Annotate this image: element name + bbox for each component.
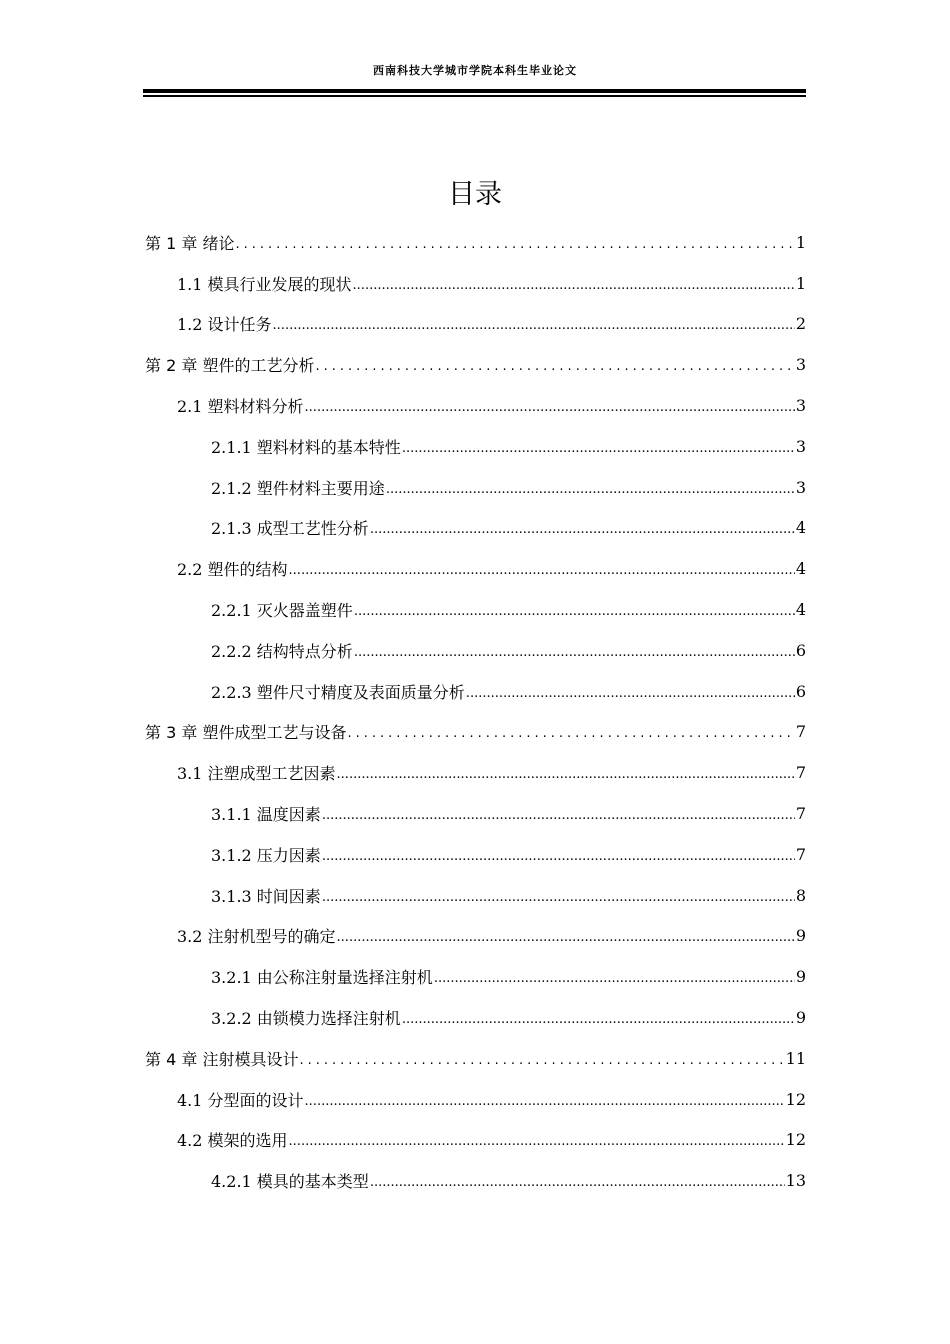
toc-entry-label: 第 3 章 塑件成型工艺与设备 [145,723,347,743]
toc-leader-dots [299,1053,784,1068]
toc-entry-page-number: 7 [795,763,806,783]
page-title: 目录 [448,179,502,210]
toc-entry[interactable] [143,1079,806,1120]
toc-entry[interactable] [143,671,806,712]
toc-leader-dots [305,1094,785,1109]
toc-entry-label: 4.2 模架的选用 [177,1131,288,1151]
toc-entry-label: 3.1.1 温度因素 [211,805,321,825]
toc-entry-page-number: 1 [795,232,806,252]
toc-entry-label: 3.2.2 由锁模力选择注射机 [211,1009,401,1029]
toc-leader-dots [353,278,795,293]
toc-entry-label: 4.1 分型面的设计 [177,1090,304,1110]
toc-entry[interactable] [143,997,806,1038]
toc-entry[interactable] [143,589,806,630]
toc-entry-label: 2.2.3 塑件尺寸精度及表面质量分析 [211,682,465,702]
toc-leader-dots [337,930,795,945]
toc-leader-dots [305,400,795,415]
toc-entry-label: 2.1.1 塑料材料的基本特性 [211,437,401,457]
toc-entry-label: 第 2 章 塑件的工艺分析 [145,356,315,376]
toc-entry-page-number: 9 [795,967,806,987]
toc-entry-label: 2.1.2 塑件材料主要用途 [211,478,385,498]
toc-leader-dots [370,1175,785,1190]
toc-entry-label: 第 4 章 注射模具设计 [145,1049,299,1069]
table-of-contents [143,222,806,1201]
toc-entry-page-number: 12 [785,1130,806,1150]
toc-leader-dots [347,726,794,741]
toc-leader-dots [354,604,795,619]
header-rule-thin [143,95,806,97]
toc-entry-page-number: 3 [795,355,806,375]
toc-entry-page-number: 13 [785,1171,806,1191]
toc-entry-label: 第 1 章 绪论 [145,233,235,253]
toc-leader-dots [402,1012,795,1027]
toc-entry[interactable] [143,1160,806,1201]
toc-entry-page-number: 3 [795,396,806,416]
toc-entry-page-number: 9 [795,926,806,946]
toc-entry-page-number: 11 [785,1048,806,1068]
toc-leader-dots [289,1134,785,1149]
toc-leader-dots [434,971,795,986]
toc-entry[interactable] [143,508,806,549]
toc-entry[interactable] [143,304,806,345]
toc-leader-dots [315,359,794,374]
toc-entry[interactable] [143,956,806,997]
toc-entry-label: 3.1.3 时间因素 [211,886,321,906]
toc-entry[interactable] [143,875,806,916]
toc-leader-dots [235,237,794,252]
toc-entry-label: 3.2 注射机型号的确定 [177,927,336,947]
toc-leader-dots [273,318,795,333]
toc-leader-dots [289,563,795,578]
toc-leader-dots [386,482,795,497]
toc-entry-page-number: 7 [795,844,806,864]
toc-entry-label: 4.2.1 模具的基本类型 [211,1172,369,1192]
toc-entry-label: 3.1.2 压力因素 [211,845,321,865]
toc-entry-label: 2.2.1 灭火器盖塑件 [211,601,353,621]
toc-entry-page-number: 2 [795,314,806,334]
toc-leader-dots [322,808,795,823]
toc-entry-page-number: 4 [795,559,806,579]
toc-entry[interactable] [143,793,806,834]
toc-entry-page-number: 8 [795,885,806,905]
toc-entry[interactable] [143,263,806,304]
toc-leader-dots [354,645,795,660]
toc-entry[interactable] [143,1120,806,1161]
toc-entry-page-number: 3 [795,436,806,456]
toc-entry[interactable] [143,712,806,753]
toc-entry-label: 2.2.2 结构特点分析 [211,641,353,661]
toc-entry-page-number: 6 [795,681,806,701]
toc-entry[interactable] [143,548,806,589]
toc-entry-label: 3.1 注塑成型工艺因素 [177,764,336,784]
toc-entry-label: 1.2 设计任务 [177,315,272,335]
toc-entry[interactable] [143,916,806,957]
toc-leader-dots [337,767,795,782]
toc-entry-page-number: 3 [795,477,806,497]
toc-entry-label: 3.2.1 由公称注射量选择注射机 [211,968,433,988]
toc-entry[interactable] [143,834,806,875]
toc-entry[interactable] [143,385,806,426]
toc-entry-page-number: 4 [795,518,806,538]
toc-entry[interactable] [143,222,806,263]
running-header: 西南科技大学城市学院本科生毕业论文 [373,64,577,77]
toc-leader-dots [322,849,795,864]
toc-entry-page-number: 12 [785,1089,806,1109]
toc-entry[interactable] [143,467,806,508]
toc-entry[interactable] [143,344,806,385]
toc-entry-page-number: 1 [795,273,806,293]
toc-entry-page-number: 4 [795,600,806,620]
header-rule-thick [143,89,806,93]
toc-leader-dots [402,441,795,456]
toc-entry[interactable] [143,752,806,793]
toc-entry-page-number: 7 [795,804,806,824]
toc-leader-dots [322,890,795,905]
toc-entry-label: 2.2 塑件的结构 [177,560,288,580]
toc-entry-page-number: 7 [795,722,806,742]
toc-entry-page-number: 9 [795,1008,806,1028]
toc-leader-dots [466,686,795,701]
toc-entry-label: 2.1 塑料材料分析 [177,397,304,417]
toc-entry-page-number: 6 [795,640,806,660]
toc-entry-label: 2.1.3 成型工艺性分析 [211,519,369,539]
toc-leader-dots [370,522,795,537]
toc-entry[interactable] [143,1038,806,1079]
toc-entry[interactable] [143,630,806,671]
toc-entry[interactable] [143,426,806,467]
toc-entry-label: 1.1 模具行业发展的现状 [177,274,352,294]
